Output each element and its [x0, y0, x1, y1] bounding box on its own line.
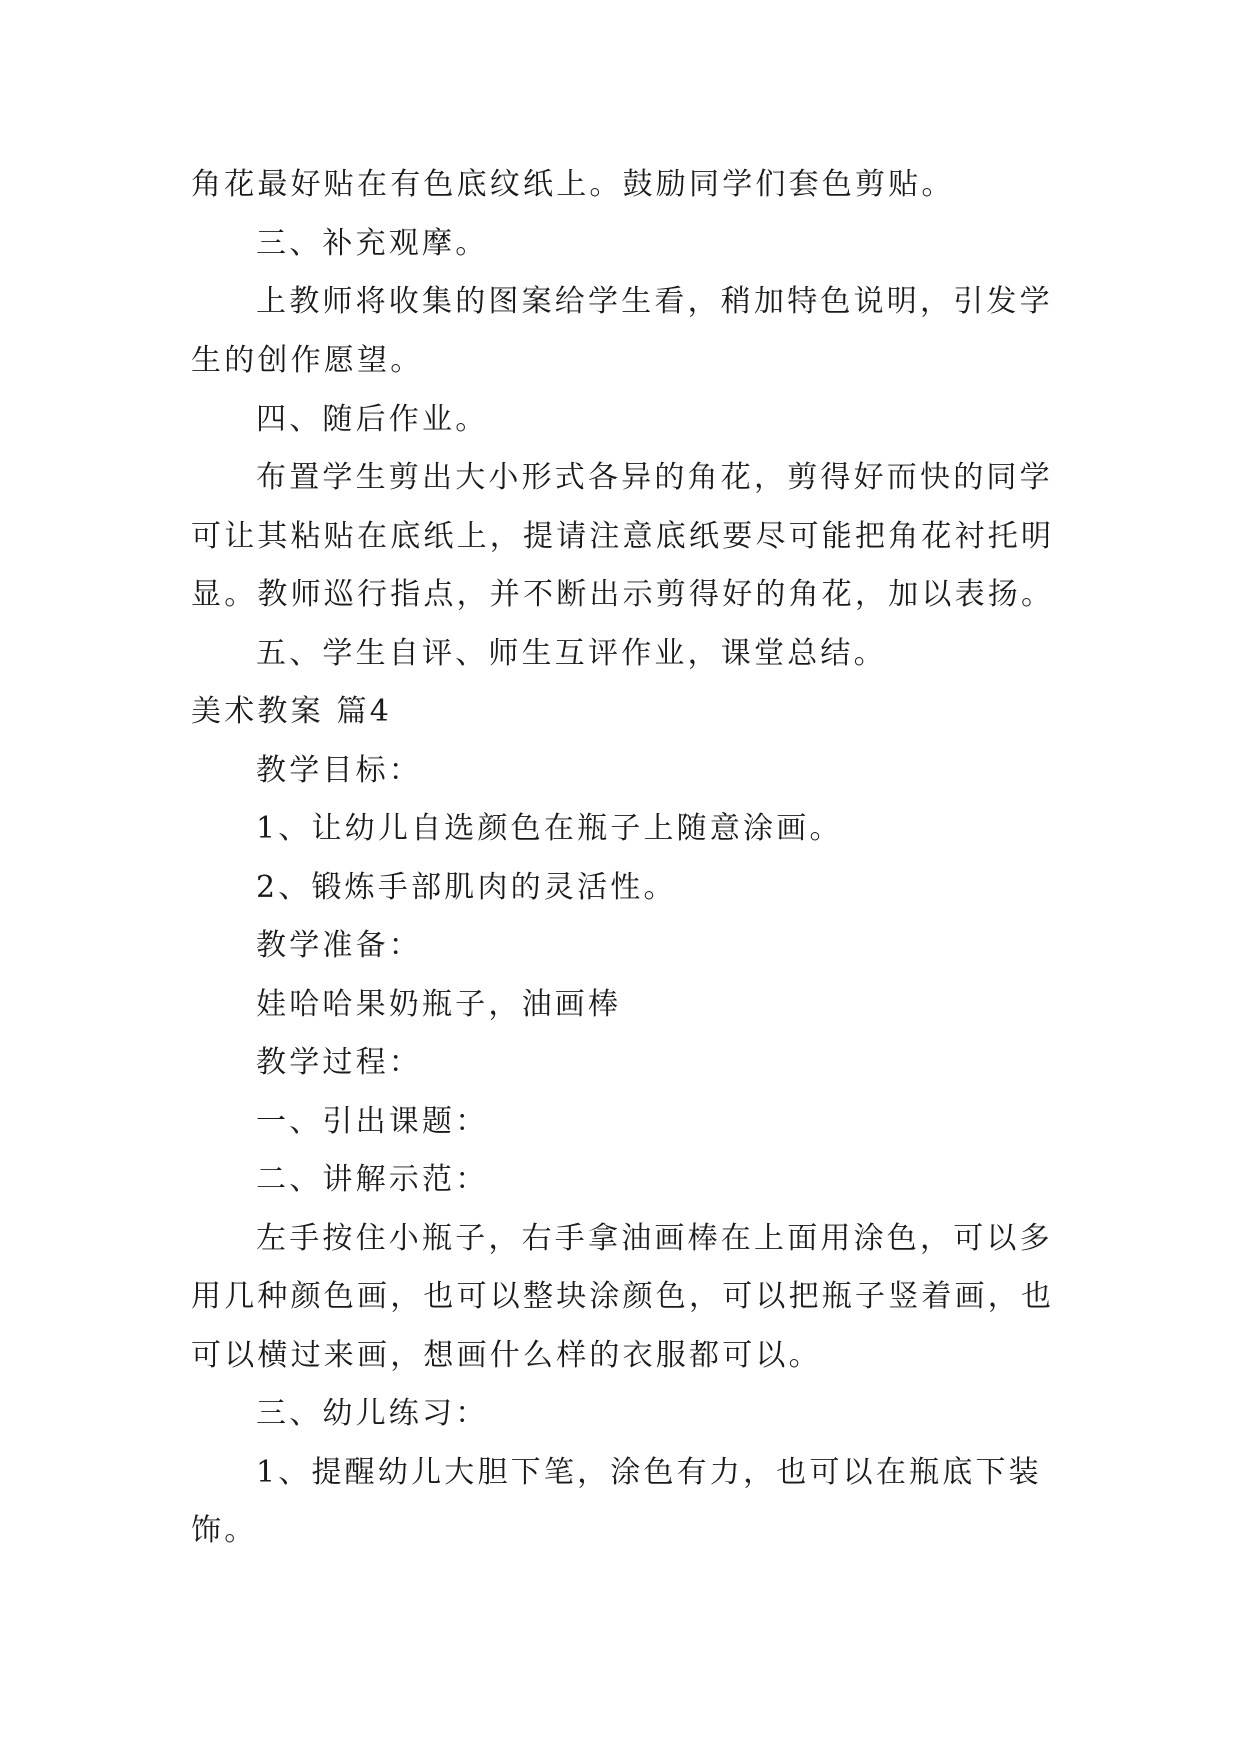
section-heading: 教学准备： — [256, 928, 422, 963]
paragraph-line: 可以横过来画，想画什么样的衣服都可以。 — [191, 1338, 822, 1373]
section-heading: 四、随后作业。 — [256, 402, 489, 437]
paragraph-line: 上教师将收集的图案给学生看，稍加特色说明，引发学 — [256, 284, 1053, 319]
list-item: 1、让幼儿自选颜色在瓶子上随意涂画。 — [256, 811, 843, 846]
paragraph-line: 左手按住小瓶子，右手拿油画棒在上面用涂色，可以多 — [256, 1221, 1053, 1256]
paragraph-line: 饰。 — [191, 1513, 258, 1548]
section-heading: 教学过程： — [256, 1045, 422, 1080]
section-heading: 一、引出课题： — [256, 1104, 489, 1139]
paragraph-line: 用几种颜色画，也可以整块涂颜色，可以把瓶子竖着画，也 — [191, 1279, 1055, 1314]
paragraph-line: 生的创作愿望。 — [191, 343, 424, 378]
paragraph-line: 娃哈哈果奶瓶子，油画棒 — [256, 987, 622, 1022]
section-heading: 二、讲解示范： — [256, 1162, 489, 1197]
section-heading: 三、幼儿练习： — [256, 1396, 489, 1431]
section-heading: 三、补充观摩。 — [256, 226, 489, 261]
section-heading: 五、学生自评、师生互评作业，课堂总结。 — [256, 636, 887, 671]
paragraph-line: 显。教师巡行指点，并不断出示剪得好的角花，加以表扬。 — [191, 577, 1055, 612]
section-heading: 教学目标： — [256, 753, 422, 788]
paragraph-line: 布置学生剪出大小形式各异的角花，剪得好而快的同学 — [256, 460, 1053, 495]
paragraph-line: 角花最好贴在有色底纹纸上。鼓励同学们套色剪贴。 — [191, 167, 955, 202]
list-item: 2、锻炼手部肌肉的灵活性。 — [256, 870, 677, 905]
article-title: 美术教案 篇4 — [191, 694, 393, 729]
list-item: 1、提醒幼儿大胆下笔，涂色有力，也可以在瓶底下装 — [256, 1455, 1042, 1490]
paragraph-line: 可让其粘贴在底纸上，提请注意底纸要尽可能把角花衬托明 — [191, 519, 1055, 554]
